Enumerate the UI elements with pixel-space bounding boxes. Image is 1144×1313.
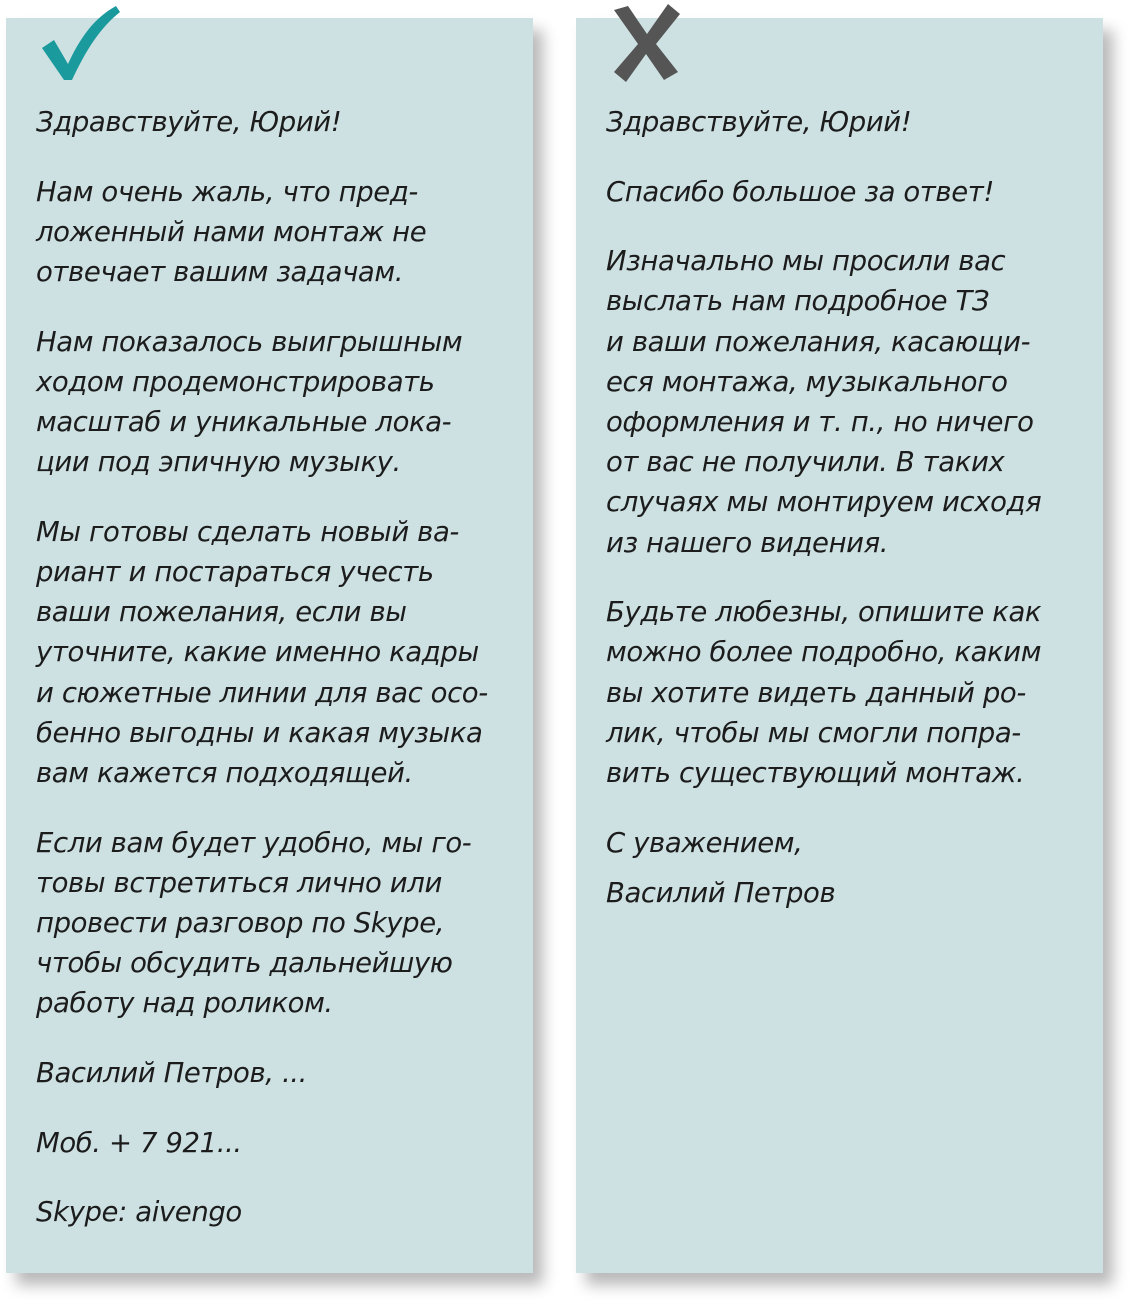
text-line: еся монтажа, музыкального [606,365,1008,398]
text-line: Если вам будет удобно, мы го- [36,826,472,859]
text-line: товы встретиться лично или [36,866,442,899]
text-line: ложенный нами монтаж не [36,215,427,248]
text-line: бенно выгодны и какая музыка [36,716,483,749]
greeting-line: Здравствуйте, Юрий! [36,106,342,138]
explanation-paragraph [36,322,519,483]
text-line: случаях мы монтируем исходя [606,486,1042,519]
text-line: и ваши пожелания, касающи- [606,325,1031,358]
text-line: работу над роликом. [36,987,333,1020]
good-letter-body [36,102,519,1262]
bad-letter-card [576,18,1103,1273]
text-line: ции под эпичную музыку. [36,446,401,479]
text-line: риант и постараться учесть [36,556,434,588]
greeting [36,102,519,142]
text-line: вам кажется подходящей. [36,757,413,790]
phone-text: Моб. + 7 921... [36,1126,242,1159]
text-line: Спасибо большое за ответ! [606,175,994,208]
text-line: ходом продемонстрировать [36,365,435,398]
text-line: вить существующий монтаж. [606,757,1025,790]
text-line: Нам показалось выигрышным [36,325,463,358]
text-line: чтобы обсудить дальнейшую [36,947,453,980]
text-line: Изначально мы просили вас [606,245,1006,278]
text-line: провести разговор по Skype, [36,907,445,940]
text-line: от вас не получили. В таких [606,446,1005,479]
cross-icon [602,4,692,84]
text-line: и сюжетные линии для вас осо- [36,676,488,709]
text-line: можно более подробно, каким [606,636,1042,669]
text-line: отвечает вашим задачам. [36,256,404,288]
meeting-paragraph [36,823,519,1024]
greeting [606,102,1089,142]
text-line: выслать нам подробное ТЗ [606,285,990,318]
checkmark-icon [32,4,122,84]
text-line: ваши пожелания, если вы [36,596,407,629]
text-line: вы хотите видеть данный ро- [606,676,1026,709]
offer-paragraph [36,512,519,793]
text-line: лик, чтобы мы смогли попра- [606,716,1021,749]
text-line: масштаб и уникальные лока- [36,406,452,438]
good-letter-card [6,18,533,1273]
skype-line [36,1192,519,1232]
signature [606,873,1089,913]
closing-text: С уважением, [606,826,803,859]
phone-line [36,1123,519,1163]
closing-line [606,823,1089,863]
text-line: из нашего видения. [606,526,889,559]
text-line: уточните, какие именно кадры [36,636,479,669]
text-line: оформления и т. п., но ничего [606,406,1034,438]
apology-paragraph [36,172,519,293]
thanks-paragraph [606,172,1089,212]
reproach-paragraph [606,241,1089,563]
text-line: Будьте любезны, опишите как [606,596,1042,629]
text-line: Мы готовы сделать новый ва- [36,515,459,548]
request-paragraph [606,592,1089,793]
signature [36,1053,519,1093]
signature-name: Василий Петров [606,876,836,909]
signature-name: Василий Петров, ... [36,1057,307,1090]
skype-text: Skype: aivengo [36,1196,242,1229]
bad-letter-body [606,102,1089,942]
text-line: Нам очень жаль, что пред- [36,175,418,208]
greeting-line: Здравствуйте, Юрий! [606,106,912,138]
